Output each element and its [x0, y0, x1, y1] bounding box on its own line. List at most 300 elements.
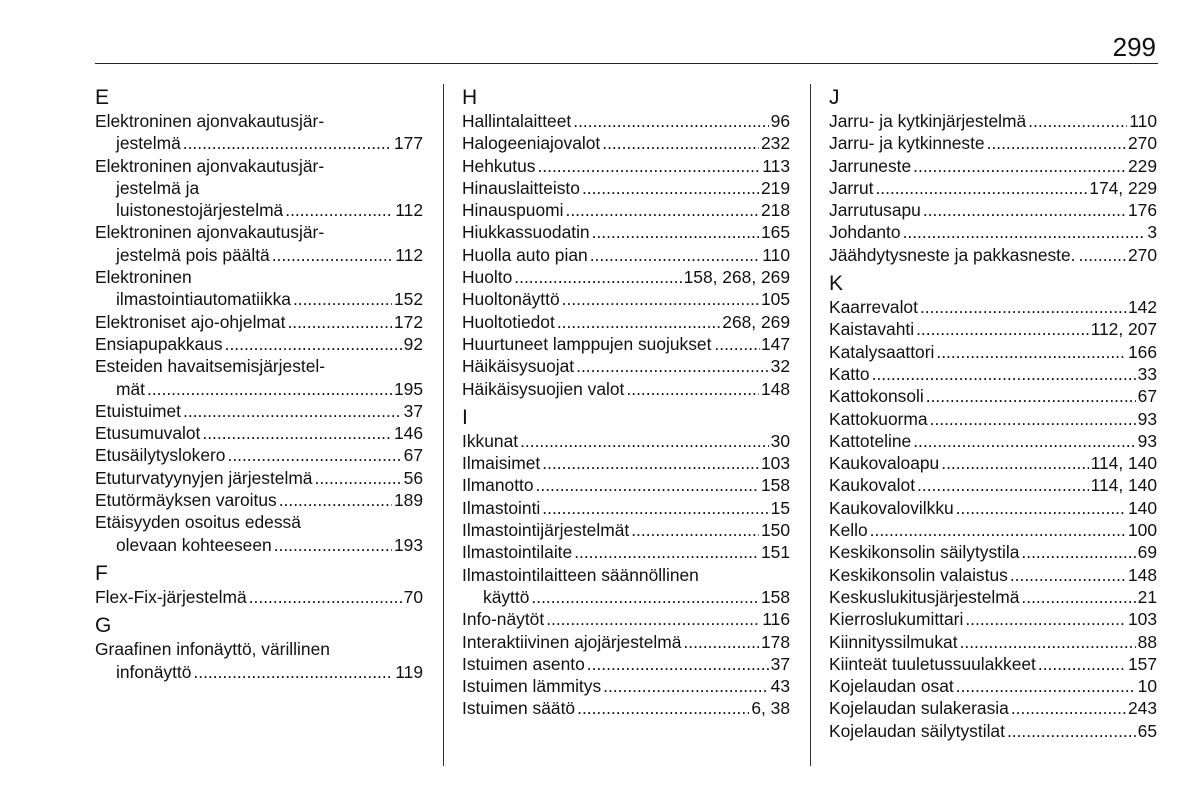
index-section: [462, 406, 790, 720]
dot-leader: [916, 318, 1089, 340]
dot-leader: [274, 534, 392, 556]
index-entry: [462, 564, 790, 609]
dot-leader: [225, 333, 402, 355]
dot-leader: [917, 474, 1089, 496]
entry-line: [829, 110, 1157, 132]
entry-text: Ilmaisimet: [462, 453, 541, 474]
entry-text: Hinauspuomi: [462, 200, 564, 221]
entry-line: [829, 452, 1157, 474]
entry-line: [462, 244, 790, 266]
entry-text: Keskikonsolin valaistus: [829, 564, 1008, 585]
entry-text: Ilmanotto: [462, 475, 534, 496]
entry-text: Elektroninen ajonvakautusjär-: [95, 111, 325, 131]
index-entry: [462, 430, 790, 452]
dot-leader: [576, 355, 769, 377]
entry-line: [462, 653, 790, 675]
dot-leader: [537, 155, 760, 177]
entry-text: Etusumuvalot: [95, 423, 201, 444]
dot-leader: [1007, 720, 1136, 742]
index-entry: [462, 199, 790, 221]
dot-leader: [603, 675, 769, 697]
dot-leader: [249, 586, 402, 608]
dot-leader: [582, 177, 759, 199]
entry-text: Häikäisysuojat: [462, 356, 575, 377]
page-reference: 67: [1137, 386, 1157, 407]
entry-text: käyttö: [483, 586, 530, 607]
index-section: [95, 86, 423, 556]
page-reference: 32: [770, 356, 790, 377]
entry-text: Kattoteline: [829, 430, 912, 451]
index-entry: [462, 132, 790, 154]
index-entry: [462, 474, 790, 496]
index-column-2: [462, 84, 790, 726]
section-letter: G: [95, 614, 112, 638]
entry-text: Kaukovaloapu: [829, 453, 940, 474]
entry-text: Ilmastointi: [462, 497, 541, 518]
entry-text: Kojelaudan säilytystilat: [829, 720, 1005, 741]
index-entry: [829, 244, 1157, 266]
entry-line: [829, 564, 1157, 586]
page-reference: 37: [403, 400, 423, 421]
page-reference: 119: [395, 661, 423, 682]
index-entry: [95, 110, 423, 155]
index-entry: [462, 378, 790, 400]
index-entry: [95, 155, 423, 222]
index-entry: [95, 422, 423, 444]
page-reference: 112: [395, 200, 423, 221]
page-reference: 110: [1129, 111, 1157, 131]
entry-text: Interaktiivinen ajojärjestelmä: [462, 631, 682, 652]
entry-line: [829, 221, 1157, 243]
index-entry: [462, 452, 790, 474]
index-section: [462, 86, 790, 400]
entry-text: Kierroslukumittari: [829, 609, 964, 630]
dot-leader: [557, 311, 720, 333]
index-entry: [829, 110, 1157, 132]
entry-line: [829, 318, 1157, 340]
entry-text: Kojelaudan osat: [829, 676, 954, 697]
entry-text: Flex-Fix-järjestelmä: [95, 586, 247, 607]
dot-leader: [574, 541, 759, 563]
entry-line: [462, 675, 790, 697]
page-reference: 219: [760, 177, 790, 198]
entry-text: Ilmastointilaite: [462, 542, 573, 563]
entry-text: Ikkunat: [462, 430, 519, 451]
entry-text: Huoltotiedot: [462, 311, 555, 332]
page-reference: 6, 38: [751, 698, 790, 719]
dot-leader: [602, 132, 759, 154]
index-entry: [829, 132, 1157, 154]
entry-text: luistonestojärjestelmä: [116, 200, 284, 221]
index-entry: [462, 697, 790, 719]
entry-line: [95, 132, 423, 154]
entry-line: [462, 586, 790, 608]
entry-line: [95, 244, 423, 266]
page-reference: 140: [1127, 497, 1157, 518]
entry-text: Ilmastointilaitteen säännöllinen: [462, 564, 699, 585]
entry-text: Jarrut: [829, 177, 874, 198]
page-reference: 165: [760, 222, 790, 243]
entry-line: [95, 661, 423, 683]
entry-line: [95, 288, 423, 310]
dot-leader: [920, 296, 1126, 318]
page-reference: 114, 140: [1090, 475, 1157, 496]
dot-leader: [202, 422, 392, 444]
page-reference: 268, 269: [722, 311, 790, 332]
dot-leader: [1079, 244, 1127, 266]
dot-leader: [941, 452, 1088, 474]
dot-leader: [573, 110, 768, 132]
page-reference: 112, 207: [1090, 319, 1157, 340]
dot-leader: [956, 675, 1136, 697]
page-number: 299: [1112, 32, 1156, 62]
entry-text: Huolla auto pian: [462, 244, 588, 265]
entry-text: Jarrutusapu: [829, 200, 921, 221]
index-entry: [462, 311, 790, 333]
entry-line: [829, 697, 1157, 719]
entry-text: Katto: [829, 363, 870, 384]
entry-text: Hiukkassuodatin: [462, 222, 590, 243]
dot-leader: [1011, 697, 1126, 719]
entry-text: Kaistavahti: [829, 319, 915, 340]
entry-text: olevaan kohteeseen: [116, 534, 272, 555]
entry-line: [462, 333, 790, 355]
index-entry: [829, 155, 1157, 177]
dot-leader: [590, 244, 761, 266]
entry-text: Info-näytöt: [462, 609, 545, 630]
page-reference: 193: [393, 534, 423, 555]
page-reference: 37: [770, 653, 790, 674]
entry-line: [462, 199, 790, 221]
dot-leader: [285, 199, 393, 221]
page-reference: 70: [403, 586, 423, 607]
index-entry: [462, 244, 790, 266]
entry-text: Kaukovalovilkku: [829, 497, 954, 518]
page-reference: 112: [395, 244, 423, 265]
index-entry: [95, 489, 423, 511]
column-divider: [810, 84, 811, 766]
entry-line: [829, 132, 1157, 154]
entry-text: Elektroninen ajonvakautusjär-: [95, 222, 325, 243]
index-entry: [829, 675, 1157, 697]
index-entry: [829, 199, 1157, 221]
entry-line: [829, 363, 1157, 385]
index-entry: [829, 430, 1157, 452]
entry-text: Kojelaudan sulakerasia: [829, 698, 1009, 719]
page-reference: 96: [770, 111, 790, 131]
entry-text: Etäisyyden osoitus edessä: [95, 512, 301, 533]
section-letter: K: [829, 272, 844, 296]
dot-leader: [631, 519, 759, 541]
entry-text: Jarru- ja kytkinneste: [829, 133, 985, 154]
page-reference: 229: [1127, 155, 1157, 176]
dot-leader: [272, 244, 394, 266]
page-reference: 174, 229: [1089, 177, 1157, 198]
entry-text: Etutörmäyksen varoitus: [95, 490, 277, 511]
index-entry: [829, 564, 1157, 586]
entry-line: [829, 430, 1157, 452]
dot-leader: [279, 489, 392, 511]
page-reference: 147: [760, 333, 790, 354]
dot-leader: [872, 363, 1136, 385]
entry-line: [829, 720, 1157, 742]
entry-text: Kello: [829, 520, 868, 541]
index-entry: [95, 221, 423, 266]
entry-text: jestelmä pois päältä: [116, 244, 270, 265]
page-reference: 150: [760, 520, 790, 541]
page-reference: 88: [1137, 631, 1157, 652]
index-entry: [462, 177, 790, 199]
index-entry: [462, 497, 790, 519]
page-reference: 158: [760, 586, 790, 607]
page-reference: 176: [1127, 200, 1157, 221]
page-reference: 93: [1137, 430, 1157, 451]
index-entry: [829, 363, 1157, 385]
dot-leader: [183, 132, 392, 154]
dot-leader: [592, 221, 759, 243]
page-reference: 56: [403, 467, 423, 488]
section-letter: H: [462, 86, 478, 109]
page-reference: 177: [393, 133, 423, 154]
entry-line: [95, 586, 423, 608]
index-entry: [462, 333, 790, 355]
dot-leader: [514, 266, 681, 288]
column-divider: [443, 84, 444, 766]
section-letter: E: [95, 86, 110, 109]
dot-leader: [546, 608, 760, 630]
index-entry: [829, 177, 1157, 199]
entry-line: [95, 422, 423, 444]
index-column-3: [829, 84, 1157, 748]
dot-leader: [626, 378, 759, 400]
entry-line: [462, 355, 790, 377]
index-entry: [95, 355, 423, 400]
entry-line: [95, 333, 423, 355]
index-entry: [829, 385, 1157, 407]
entry-line: [829, 155, 1157, 177]
index-entry: [462, 519, 790, 541]
entry-line: [462, 110, 790, 132]
index-section: [95, 562, 423, 608]
page-reference: 218: [760, 200, 790, 221]
page-reference: 110: [762, 244, 790, 265]
page-reference: 189: [393, 490, 423, 511]
entry-text: Hallintalaitteet: [462, 111, 572, 131]
dot-leader: [913, 430, 1135, 452]
index-section: [95, 614, 423, 683]
index-entry: [95, 333, 423, 355]
entry-text: Kaukovalot: [829, 475, 916, 496]
entry-line: [462, 608, 790, 630]
index-entry: [829, 697, 1157, 719]
dot-leader: [903, 221, 1146, 243]
entry-line: [462, 697, 790, 719]
entry-text: Jarru- ja kytkinjärjestelmä: [829, 111, 1027, 131]
entry-text: Elektroninen ajonvakautusjär-: [95, 155, 325, 176]
page-reference: 158: [760, 475, 790, 496]
entry-line: [462, 266, 790, 288]
index-entry: [829, 221, 1157, 243]
dot-leader: [542, 452, 759, 474]
dot-leader: [987, 132, 1126, 154]
entry-text: Istuimen säätö: [462, 698, 576, 719]
entry-line: [829, 474, 1157, 496]
page-reference: 148: [1127, 564, 1157, 585]
entry-text: Etusäilytyslokero: [95, 445, 226, 466]
entry-text: Etuistuimet: [95, 400, 182, 421]
page-reference: 43: [770, 676, 790, 697]
index-entry: [829, 296, 1157, 318]
index-entry: [95, 511, 423, 556]
entry-text: Kiinnityssilmukat: [829, 631, 958, 652]
dot-leader: [562, 288, 759, 310]
entry-line: [829, 408, 1157, 430]
index-entry: [829, 586, 1157, 608]
entry-text: Huurtuneet lamppujen suojukset: [462, 333, 712, 354]
index-entry: [829, 653, 1157, 675]
dot-leader: [923, 199, 1126, 221]
page-reference: 30: [770, 430, 790, 451]
dot-leader: [965, 608, 1126, 630]
dot-leader: [1021, 541, 1135, 563]
entry-text: jestelmä: [116, 133, 181, 154]
entry-text: Huolto: [462, 267, 513, 288]
entry-text: Ilmastointijärjestelmät: [462, 520, 630, 541]
index-entry: [462, 608, 790, 630]
page-reference: 142: [1127, 297, 1157, 318]
index-entry: [829, 318, 1157, 340]
dot-leader: [875, 177, 1087, 199]
entry-line: [462, 177, 790, 199]
dot-leader: [956, 497, 1126, 519]
entry-line: [462, 378, 790, 400]
page-reference: 15: [770, 497, 790, 518]
entry-line: [95, 534, 423, 556]
entry-text: Elektroniset ajo-ohjelmat: [95, 311, 286, 332]
entry-line: [829, 631, 1157, 653]
page-reference: 116: [762, 609, 790, 630]
index-entry: [829, 720, 1157, 742]
page-reference: 100: [1127, 520, 1157, 541]
index-entry: [829, 519, 1157, 541]
entry-line: [829, 675, 1157, 697]
index-entry: [829, 497, 1157, 519]
index-entry: [829, 541, 1157, 563]
entry-line: [462, 221, 790, 243]
page-reference: 67: [403, 445, 423, 466]
page-reference: 243: [1127, 698, 1157, 719]
entry-line: [462, 519, 790, 541]
index-entry: [95, 311, 423, 333]
entry-line: [462, 155, 790, 177]
entry-text: Ensiapupakkaus: [95, 333, 223, 354]
page-reference: 33: [1137, 363, 1157, 384]
entry-text: Graafinen infonäyttö, värillinen: [95, 639, 330, 660]
dot-leader: [1010, 564, 1126, 586]
dot-leader: [926, 385, 1136, 407]
entry-text: Jarruneste: [829, 155, 912, 176]
entry-line: [829, 296, 1157, 318]
dot-leader: [531, 586, 759, 608]
dot-leader: [293, 288, 392, 310]
dot-leader: [314, 467, 401, 489]
entry-line: [462, 541, 790, 563]
index-section: [829, 86, 1157, 266]
section-letter: I: [462, 405, 468, 429]
index-section: [829, 272, 1157, 742]
entry-line: [462, 452, 790, 474]
index-entry: [462, 266, 790, 288]
entry-line: [95, 199, 423, 221]
dot-leader: [183, 400, 402, 422]
page-reference: 232: [760, 133, 790, 154]
dot-leader: [520, 430, 769, 452]
entry-text: Häikäisysuojien valot: [462, 378, 625, 399]
entry-line: [95, 467, 423, 489]
entry-text: Hinauslaitteisto: [462, 177, 580, 198]
index-entry: [829, 631, 1157, 653]
section-letter: J: [829, 86, 840, 109]
index-entry: [462, 675, 790, 697]
entry-text: jestelmä ja: [116, 177, 200, 198]
entry-line: [462, 311, 790, 333]
entry-text: Esteiden havaitsemisjärjestel-: [95, 356, 326, 377]
entry-line: [829, 385, 1157, 407]
dot-leader: [960, 631, 1136, 653]
page-reference: 270: [1127, 244, 1157, 265]
entry-text: Kaarrevalot: [829, 297, 918, 318]
entry-line: [462, 631, 790, 653]
entry-line: [95, 311, 423, 333]
dot-leader: [542, 497, 768, 519]
dot-leader: [287, 311, 392, 333]
dot-leader: [930, 408, 1136, 430]
entry-text: Kiinteät tuuletussuulakkeet: [829, 653, 1036, 674]
index-entry: [829, 408, 1157, 430]
header-rule: [95, 63, 1158, 64]
page-reference: 103: [1127, 609, 1157, 630]
page-reference: 105: [760, 289, 790, 310]
dot-leader: [227, 444, 401, 466]
dot-leader: [913, 155, 1126, 177]
index-entry: [462, 631, 790, 653]
index-entry: [462, 288, 790, 310]
dot-leader: [1021, 586, 1135, 608]
page-reference: 103: [760, 453, 790, 474]
index-column-1: [95, 84, 423, 689]
index-entry: [462, 541, 790, 563]
dot-leader: [936, 341, 1126, 363]
section-letter: F: [95, 561, 108, 585]
entry-line: [829, 177, 1157, 199]
page-reference: 158, 268, 269: [683, 267, 790, 288]
entry-text: Elektroninen: [95, 267, 192, 288]
dot-leader: [577, 697, 749, 719]
page-reference: 3: [1147, 222, 1157, 243]
dot-leader: [536, 474, 759, 496]
dot-leader: [587, 653, 769, 675]
dot-leader: [193, 661, 393, 683]
entry-line: [829, 497, 1157, 519]
entry-text: Kattokonsoli: [829, 386, 924, 407]
entry-text: Istuimen lämmitys: [462, 676, 602, 697]
entry-text: Kattokuorma: [829, 408, 928, 429]
index-entry: [462, 355, 790, 377]
index-entry: [829, 341, 1157, 363]
entry-line: [462, 497, 790, 519]
page-reference: 172: [393, 311, 423, 332]
index-entry: [462, 110, 790, 132]
